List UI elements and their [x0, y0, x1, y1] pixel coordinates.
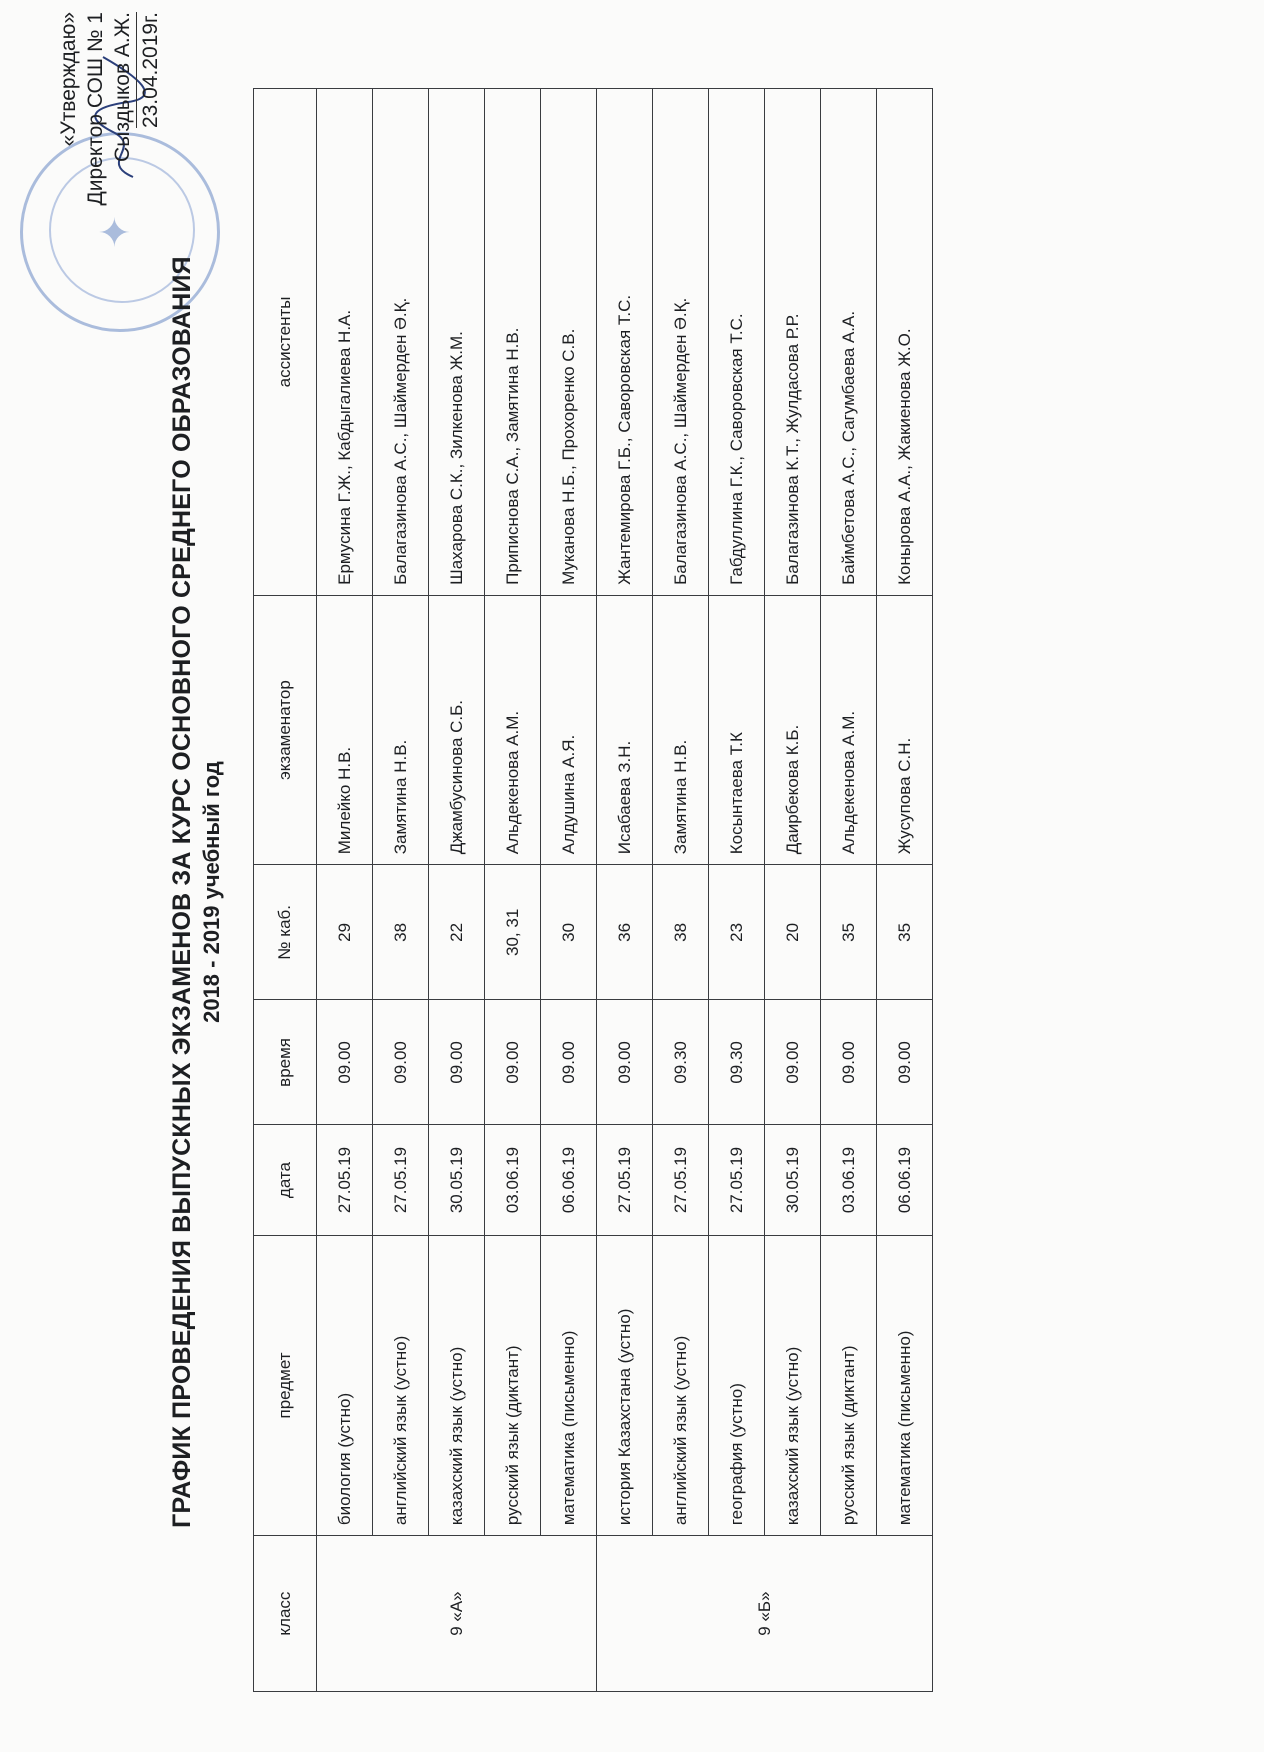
cell-subject: казахский язык (устно)	[429, 1235, 485, 1535]
header-room: № каб.	[254, 865, 317, 1000]
header-examiner: экзаменатор	[254, 595, 317, 864]
cell-date: 03.06.19	[485, 1125, 541, 1235]
cell-time: 09.00	[765, 1000, 821, 1125]
cell-subject: русский язык (диктант)	[821, 1235, 877, 1535]
stamp-emblem-icon: ✦	[94, 215, 138, 249]
cell-class: 9 «Б»	[597, 1536, 933, 1692]
cell-examiner: Жусупова С.Н.	[877, 595, 933, 864]
cell-date: 27.05.19	[709, 1125, 765, 1235]
cell-date: 27.05.19	[373, 1125, 429, 1235]
cell-examiner: Даирбекова К.Б.	[765, 595, 821, 864]
cell-examiner: Джамбусинова С.Б.	[429, 595, 485, 864]
table-header-row	[254, 89, 317, 1692]
cell-date: 06.06.19	[541, 1125, 597, 1235]
table-row	[429, 89, 485, 1692]
document-title: ГРАФИК ПРОВЕДЕНИЯ ВЫПУСКНЫХ ЭКЗАМЕНОВ ЗА КУРС ОСНОВНОГО СРЕДНЕГО ОБРАЗОВАНИЯ	[168, 256, 196, 1528]
cell-room: 22	[429, 865, 485, 1000]
cell-date: 06.06.19	[877, 1125, 933, 1235]
table-row	[765, 89, 821, 1692]
table-row	[373, 89, 429, 1692]
cell-time: 09.30	[653, 1000, 709, 1125]
header-assistants: ассистенты	[254, 89, 317, 596]
cell-subject: география (устно)	[709, 1235, 765, 1535]
cell-examiner: Альдекенова А.М.	[821, 595, 877, 864]
approval-line-approve: «Утверждаю»	[57, 12, 80, 147]
cell-class: 9 «А»	[317, 1536, 597, 1692]
header-date: дата	[254, 1125, 317, 1235]
cell-time: 09.00	[597, 1000, 653, 1125]
cell-subject: математика (письменно)	[877, 1235, 933, 1535]
table-row	[597, 89, 653, 1692]
table-row	[317, 89, 373, 1692]
cell-date: 27.05.19	[597, 1125, 653, 1235]
cell-time: 09.00	[485, 1000, 541, 1125]
cell-time: 09.00	[373, 1000, 429, 1125]
cell-date: 27.05.19	[653, 1125, 709, 1235]
cell-time: 09.00	[317, 1000, 373, 1125]
cell-assistants: Шахарова С.К., Зилкенова Ж.М.	[429, 89, 485, 596]
cell-assistants: Габдуллина Г.К., Саворовская Т.С.	[709, 89, 765, 596]
cell-room: 20	[765, 865, 821, 1000]
cell-time: 09.30	[709, 1000, 765, 1125]
table-row	[821, 89, 877, 1692]
cell-room: 35	[821, 865, 877, 1000]
cell-time: 09.00	[429, 1000, 485, 1125]
cell-time: 09.00	[821, 1000, 877, 1125]
cell-assistants: Ермусина Г.Ж., Кабдыгалиева Н.А.	[317, 89, 373, 596]
cell-room: 35	[877, 865, 933, 1000]
cell-examiner: Замятина Н.В.	[653, 595, 709, 864]
cell-subject: история Казахстана (устно)	[597, 1235, 653, 1535]
cell-assistants: Балагазинова К.Т., Жулдасова Р.Р.	[765, 89, 821, 596]
cell-date: 27.05.19	[317, 1125, 373, 1235]
table-row	[709, 89, 765, 1692]
cell-time: 09.00	[541, 1000, 597, 1125]
cell-room: 30	[541, 865, 597, 1000]
cell-room: 38	[373, 865, 429, 1000]
cell-examiner: Косынтаева Т.К	[709, 595, 765, 864]
cell-assistants: Жантемирова Г.Б., Саворовская Т.С.	[597, 89, 653, 596]
cell-examiner: Исабаева З.Н.	[597, 595, 653, 864]
cell-room: 23	[709, 865, 765, 1000]
cell-subject: казахский язык (устно)	[765, 1235, 821, 1535]
cell-examiner: Замятина Н.В.	[373, 595, 429, 864]
cell-subject: математика (письменно)	[541, 1235, 597, 1535]
table-row	[877, 89, 933, 1692]
cell-examiner: Милейко Н.В.	[317, 595, 373, 864]
cell-assistants: Конырова А.А., Жакиенова Ж.О.	[877, 89, 933, 596]
cell-subject: английский язык (устно)	[373, 1235, 429, 1535]
cell-date: 30.05.19	[765, 1125, 821, 1235]
cell-subject: английский язык (устно)	[653, 1235, 709, 1535]
table-row	[485, 89, 541, 1692]
cell-date: 30.05.19	[429, 1125, 485, 1235]
approval-date: 23.04.2019г.	[136, 12, 164, 128]
table-row	[541, 89, 597, 1692]
cell-subject: биология (устно)	[317, 1235, 373, 1535]
approval-block	[55, 12, 164, 252]
approval-line-director: Директор СОШ № 1	[84, 12, 107, 206]
cell-assistants: Муканова Н.Б., Прохоренко С.В.	[541, 89, 597, 596]
cell-date: 03.06.19	[821, 1125, 877, 1235]
cell-subject: русский язык (диктант)	[485, 1235, 541, 1535]
header-time: время	[254, 1000, 317, 1125]
cell-room: 38	[653, 865, 709, 1000]
cell-examiner: Алдушина А.Я.	[541, 595, 597, 864]
cell-examiner: Альдекенова А.М.	[485, 595, 541, 864]
exam-schedule-table	[253, 88, 933, 1692]
approval-line-name: Сыздыков А.Ж.	[111, 12, 134, 162]
cell-assistants: Балагазинова А.С., Шаймерден Ә.Қ.	[373, 89, 429, 596]
table-body	[317, 89, 933, 1692]
cell-room: 30, 31	[485, 865, 541, 1000]
cell-assistants: Приписнова С.А., Замятина Н.В.	[485, 89, 541, 596]
cell-assistants: Балагазинова А.С., Шаймерден Ә.Қ.	[653, 89, 709, 596]
header-subject: предмет	[254, 1235, 317, 1535]
document-heading	[168, 92, 225, 1692]
cell-time: 09.00	[877, 1000, 933, 1125]
header-class: класс	[254, 1536, 317, 1692]
cell-room: 29	[317, 865, 373, 1000]
cell-assistants: Баймбетова А.С., Сагумбаева А.А.	[821, 89, 877, 596]
table-row	[653, 89, 709, 1692]
cell-room: 36	[597, 865, 653, 1000]
document-subtitle: 2018 - 2019 учебный год	[199, 761, 224, 1023]
